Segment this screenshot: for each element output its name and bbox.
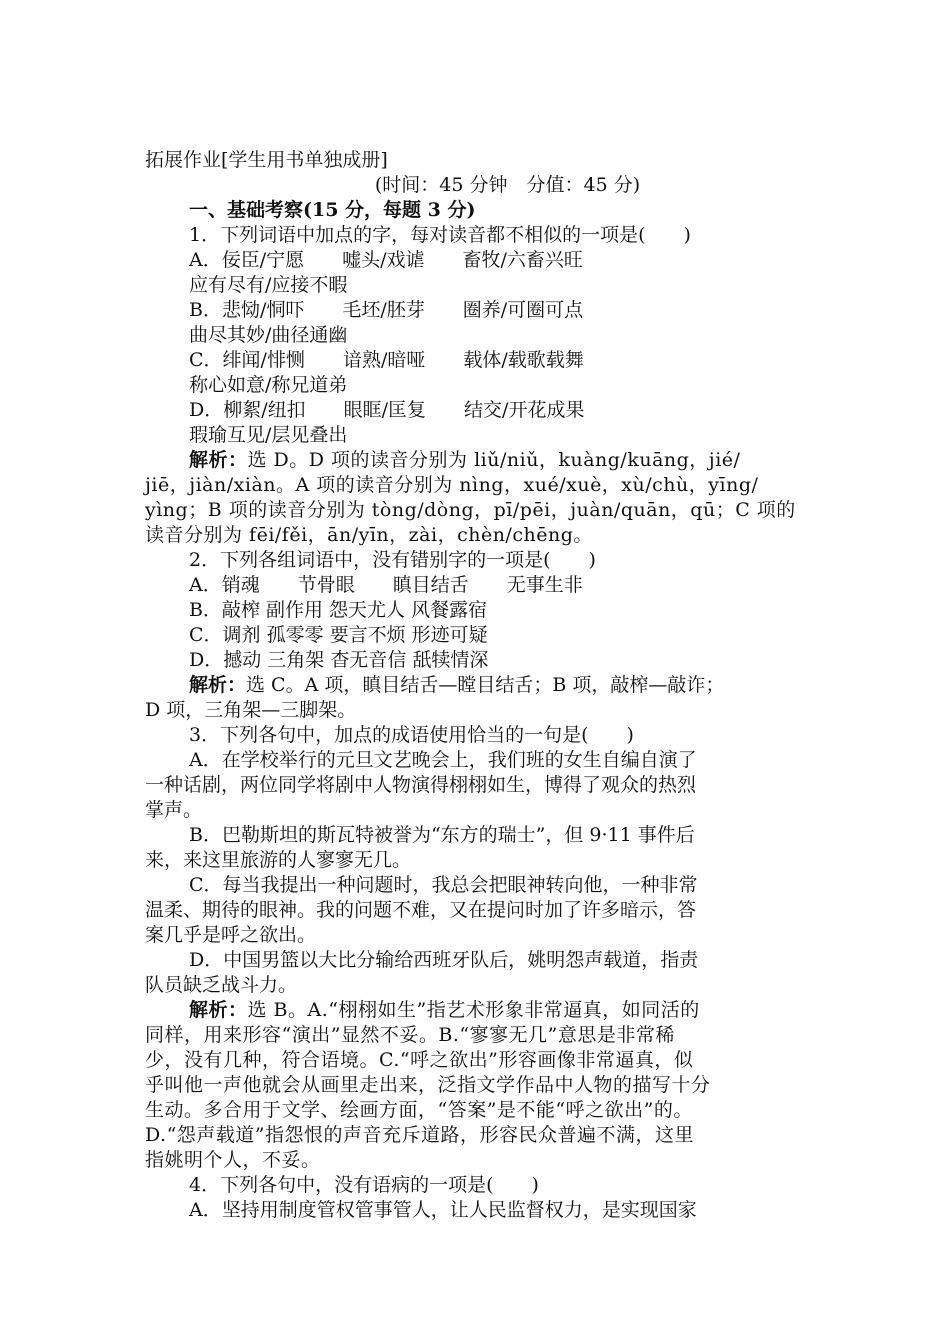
q1-option-b: B．悲恸/恫吓 毛坯/胚芽 圈养/可圈可点 <box>189 299 584 321</box>
q3-analysis-line <box>145 998 810 1023</box>
q1-option-c: C．绯闻/悱恻 谙熟/暗哑 载体/载歌载舞 <box>189 349 584 371</box>
q3-option-a-cont: 一种话剧，两位同学将剧中人物演得栩栩如生，博得了观众的热烈 <box>145 774 697 796</box>
time-score-line: (时间：45 分钟 分值：45 分) <box>374 174 641 196</box>
q1-option-a: A．佞臣/宁愿 嘘头/戏谑 畜牧/六畜兴旺 <box>189 249 583 271</box>
q3-analysis-line: 同样，用来形容“演出”显然不妥。B.“寥寥无几”意思是非常稀 <box>145 1024 675 1046</box>
q1-analysis-line: 读音分别为 fēi/fěi，ān/yīn，zài，chèn/chēng。 <box>145 524 593 546</box>
q4-option-a: A．坚持用制度管权管事管人，让人民监督权力，是实现国家 <box>189 1199 697 1221</box>
q2-option-c: C．调剂 孤零零 要言不烦 形迹可疑 <box>189 624 488 646</box>
q1-analysis-line: yìng；B 项的读音分别为 tòng/dòng，pī/pēi，juàn/quān，qū；C 项的 <box>145 499 796 521</box>
q1-option-a-cont: 应有尽有/应接不暇 <box>189 274 348 296</box>
q1-analysis-text: 选 D。D 项的读音分别为 liǔ/niǔ，kuàng/kuāng，jié/ <box>247 449 741 471</box>
analysis-label: 解析： <box>189 449 248 471</box>
q2-option-d: D．撼动 三角架 杳无音信 舐犊情深 <box>189 649 489 671</box>
q3-analysis-line: 少，没有几种，符合语境。C.“呼之欲出”形容画像非常逼真，似 <box>145 1049 694 1071</box>
q2-analysis-line <box>145 673 810 698</box>
q3-option-a: A．在学校举行的元旦文艺晚会上，我们班的女生自编自演了 <box>189 749 697 771</box>
q3-analysis-line: 生动。多合用于文学、绘画方面，“答案”是不能“呼之欲出”的。 <box>145 1099 693 1121</box>
q2-option-b: B．敲榨 副作用 怨天尤人 风餐露宿 <box>189 599 488 621</box>
q4-stem: 4．下列各句中，没有语病的一项是( ) <box>189 1174 539 1196</box>
q3-option-c-cont: 案几乎是呼之欲出。 <box>145 924 317 946</box>
q2-analysis-line: D 项，三角架—三脚架。 <box>145 699 357 721</box>
q3-option-c-cont: 温柔、期待的眼神。我的问题不难，又在提问时加了许多暗示，答 <box>145 899 697 921</box>
q3-option-d-cont: 队员缺乏战斗力。 <box>145 974 298 996</box>
q1-option-b-cont: 曲尽其妙/曲径通幽 <box>189 324 348 346</box>
q1-option-d-cont: 瑕瑜互见/层见叠出 <box>189 424 348 446</box>
q3-analysis-text: 选 B。A.“栩栩如生”指艺术形象非常逼真，如同活的 <box>247 999 700 1021</box>
q3-option-b: B．巴勒斯坦的斯瓦特被誉为“东方的瑞士”，但 9·11 事件后 <box>189 824 695 846</box>
q1-option-c-cont: 称心如意/称兄道弟 <box>189 374 348 396</box>
analysis-label: 解析： <box>189 674 247 696</box>
q3-option-c: C．每当我提出一种问题时，我总会把眼神转向他，一种非常 <box>189 874 698 896</box>
worksheet-header: 拓展作业[学生用书单独成册] <box>145 149 388 171</box>
q2-stem: 2．下列各组词语中，没有错别字的一项是( ) <box>189 549 596 571</box>
q1-stem: 1．下列词语中加点的字，每对读音都不相似的一项是( ) <box>189 224 691 246</box>
q1-option-d: D．柳絮/纽扣 眼眶/匡复 结交/开花成果 <box>189 399 585 421</box>
q3-stem: 3．下列各句中，加点的成语使用恰当的一句是( ) <box>189 724 634 746</box>
q2-analysis-text: 选 C。A 项，瞋目结舌—瞠目结舌；B 项，敲榨—敲诈； <box>246 674 725 696</box>
q3-analysis-line: D.“怨声载道”指怨恨的声音充斥道路，形容民众普遍不满，这里 <box>145 1124 695 1146</box>
q1-analysis-line <box>145 448 810 473</box>
q3-option-d: D．中国男篮以大比分输给西班牙队后，姚明怨声载道，指责 <box>189 949 699 971</box>
q2-option-a: A．销魂 节骨眼 瞋目结舌 无事生非 <box>189 574 583 596</box>
q1-analysis-line: jiē，jiàn/xiàn。A 项的读音分别为 nìng，xué/xuè，xù/chù，yīng/ <box>145 474 759 496</box>
document-page <box>145 148 810 1223</box>
q3-option-a-cont: 掌声。 <box>145 799 203 821</box>
section-heading: 一、基础考察(15 分，每题 3 分) <box>189 199 476 221</box>
q3-analysis-line: 指姚明个人，不妥。 <box>145 1149 321 1171</box>
q3-option-b-cont: 来，来这里旅游的人寥寥无几。 <box>145 849 412 871</box>
q3-analysis-line: 乎叫他一声他就会从画里走出来，泛指文学作品中人物的描写十分 <box>145 1074 711 1096</box>
analysis-label: 解析： <box>189 999 248 1021</box>
